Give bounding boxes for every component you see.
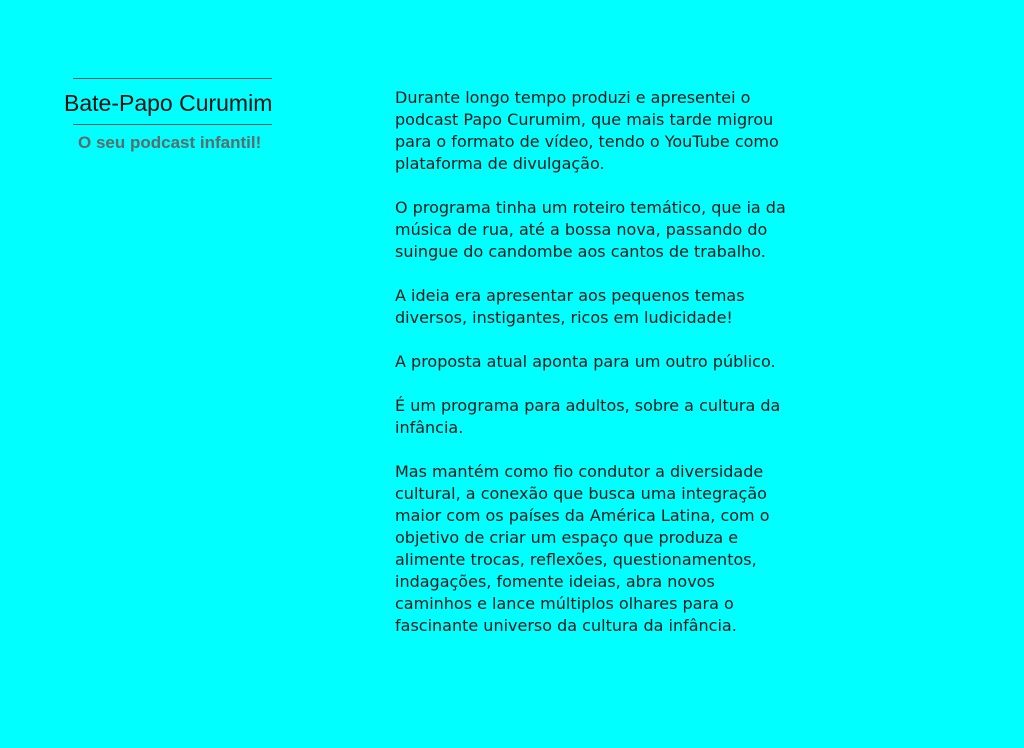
- site-tagline: O seu podcast infantil!: [78, 133, 262, 152]
- main-content: [395, 87, 795, 659]
- paragraph-program: O programa tinha um roteiro temático, que ia da música de rua, até a bossa nova, passando do suingue do candombe aos cantos de trabalho.: [395, 198, 786, 261]
- paragraph-intro: Durante longo tempo produzi e apresentei o podcast Papo Curumim, que mais tarde migrou para o formato de vídeo, tendo o YouTube como plataforma de divulgação.: [395, 88, 779, 173]
- paragraph-audience: É um programa para adultos, sobre a cultura da infância.: [395, 396, 781, 437]
- paragraph-idea: A ideia era apresentar aos pequenos temas diversos, instigantes, ricos em ludicidade!: [395, 286, 745, 327]
- site-header: [60, 78, 284, 154]
- paragraph-proposal: A proposta atual aponta para um outro público.: [395, 352, 776, 371]
- top-divider: [73, 78, 272, 79]
- site-title[interactable]: Bate-Papo Curumim: [64, 90, 273, 116]
- paragraph-mission: Mas mantém como fio condutor a diversidade cultural, a conexão que busca uma integração maior com os países da América Latina, com o objetivo de criar um espaço que produza e alimente trocas, reflexões, questionamentos, indagações, fomente ideias, abra novos caminhos e lance múltiplos olhares para o fascinante universo da cultura da infância.: [395, 462, 770, 635]
- bottom-divider: [73, 124, 272, 125]
